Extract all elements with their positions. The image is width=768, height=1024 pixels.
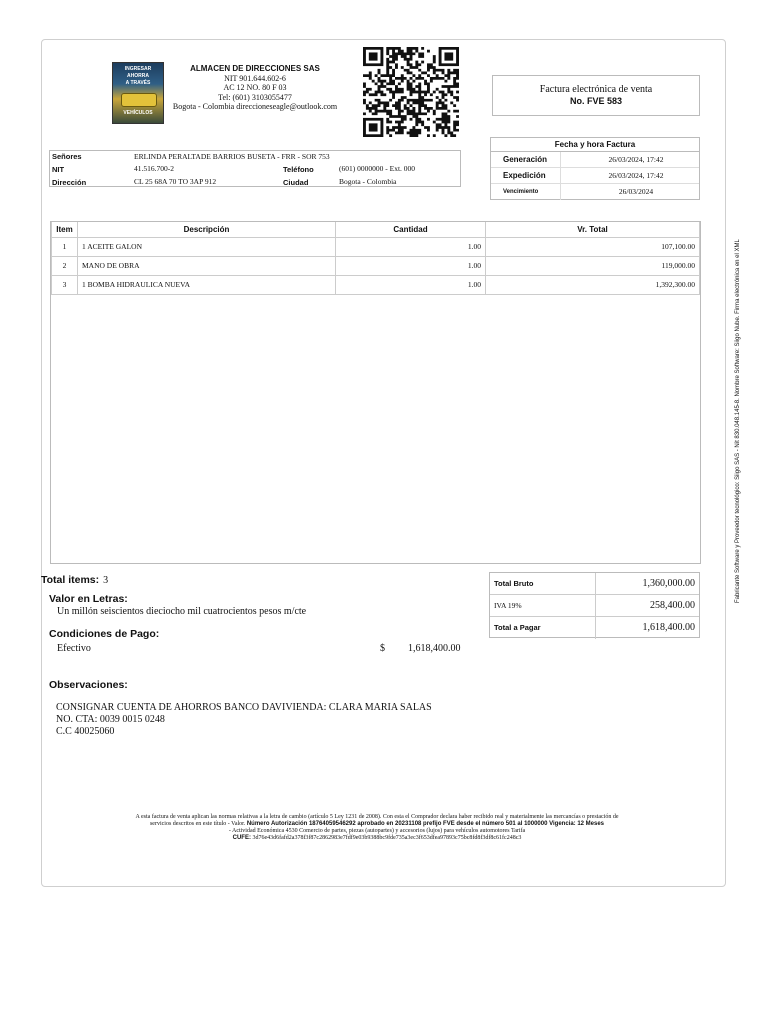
items-table <box>50 221 701 564</box>
qr-code <box>363 47 459 137</box>
client-name: ERLINDA PERALTADE BARRIOS BUSETA - FRR - SOR 753 <box>134 152 330 161</box>
table-row: 3 1 BOMBA HIDRAULICA NUEVA 1.00 1,392,300.00 <box>52 275 700 294</box>
company-nit: NIT 901.644.602-6 <box>224 73 286 83</box>
total-items: Total items: 3 <box>41 574 109 586</box>
col-cantidad: Cantidad <box>336 222 486 237</box>
company-info <box>165 64 345 112</box>
col-descripcion: Descripción <box>78 222 336 237</box>
client-address: CL 25 68A 70 TO 3AP 912 <box>134 177 217 186</box>
dates-box <box>490 137 700 200</box>
invoice-type: Factura electrónica de venta <box>539 84 653 95</box>
client-nit: 41.516.700-2 <box>134 164 174 173</box>
client-phone: (601) 0000000 - Ext. 000 <box>339 164 416 173</box>
col-total: Vr. Total <box>486 222 700 237</box>
invoice-number: No. FVE 583 <box>569 96 623 106</box>
currency-symbol: $ <box>380 643 385 654</box>
condicion-pago: Efectivo <box>57 643 91 654</box>
client-box: Señores ERLINDA PERALTADE BARRIOS BUSETA - FRR - SOR 753 NIT 41.516.700-2 Teléfono (601) 0000000 - Ext. 000 Dirección CL 25 68A 70 TO 3AP 912 Ciudad Bogota - Colombia <box>49 150 461 187</box>
valor-letras-label: Valor en Letras: <box>49 593 128 605</box>
table-row: 2 MANO DE OBRA 1.00 119,000.00 <box>52 256 700 275</box>
total-pagar-row: Total a Pagar 1,618,400.00 <box>490 617 699 639</box>
observaciones-label: Observaciones: <box>49 679 128 691</box>
condicion-valor: 1,618,400.00 <box>408 643 461 654</box>
dates-header: Fecha y hora Factura <box>491 138 699 152</box>
date-row: Expedición 26/03/2024, 17:42 <box>491 168 699 184</box>
iva-row: IVA 19% 258,400.00 <box>490 595 699 617</box>
company-name: ALMACEN DE DIRECCIONES SAS <box>190 64 320 73</box>
company-tel: Tel: (601) 3103055477 <box>218 92 292 102</box>
observaciones: CONSIGNAR CUENTA DE AHORROS BANCO DAVIVIENDA: CLARA MARIA SALAS NO. CTA: 0039 0015 0248 C.C 40025060 <box>56 702 432 737</box>
company-logo: INGRESAR AHORRA A TRAVÉS VEHÍCULOS <box>112 62 164 124</box>
company-city-email: Bogota - Colombia direccioneseagle@outlook.com <box>172 102 338 111</box>
software-provider-note: Fabricante Software y Proveedor tecnológico: Siigo SAS - Nit 830.048.145-8. Nombre Software: Siigo Nube. Firma electrónica en el XML <box>735 239 741 603</box>
invoice-title-box <box>492 75 700 116</box>
total-bruto-row: Total Bruto 1,360,000.00 <box>490 573 699 595</box>
valor-letras: Un millón seiscientos dieciocho mil cuatrocientos pesos m/cte <box>57 606 307 617</box>
date-row: Vencimiento 26/03/2024 <box>491 184 699 200</box>
table-row: 1 1 ACEITE GALON 1.00 107,100.00 <box>52 237 700 256</box>
legal-footer: A esta factura de venta aplican las normas relativas a la letra de cambio (artículo 5 Ley 1231 de 2008). Con esta el Comprador declara haber recibido real y materialmente las mercancías o prestación de servicios descritos en este título - Valor. Número Autorización 18764059546292 aprobado en 20231108 prefijo FVE desde el número 501 al 1000000 Vigencia: 12 Meses - Actividad Económica 4530 Comercio de partes, piezas (autopartes) y accesorios (lujos) para vehículos automotores Tarifa CUFE: 3d76e43d6fafd2a378f3f87c2862983e7fdf9e03b9388bc9fde735a3ec3f653dfea97893c75bc8fd8f3df8c61fc248c3 <box>135 814 619 841</box>
client-city: Bogota - Colombia <box>339 177 397 186</box>
totals-box <box>489 572 700 638</box>
date-row: Generación 26/03/2024, 17:42 <box>491 152 699 168</box>
bus-image <box>121 93 157 107</box>
col-item: Item <box>52 222 78 237</box>
company-address: AC 12 NO. 80 F 03 <box>223 83 287 92</box>
condiciones-label: Condiciones de Pago: <box>49 628 160 640</box>
